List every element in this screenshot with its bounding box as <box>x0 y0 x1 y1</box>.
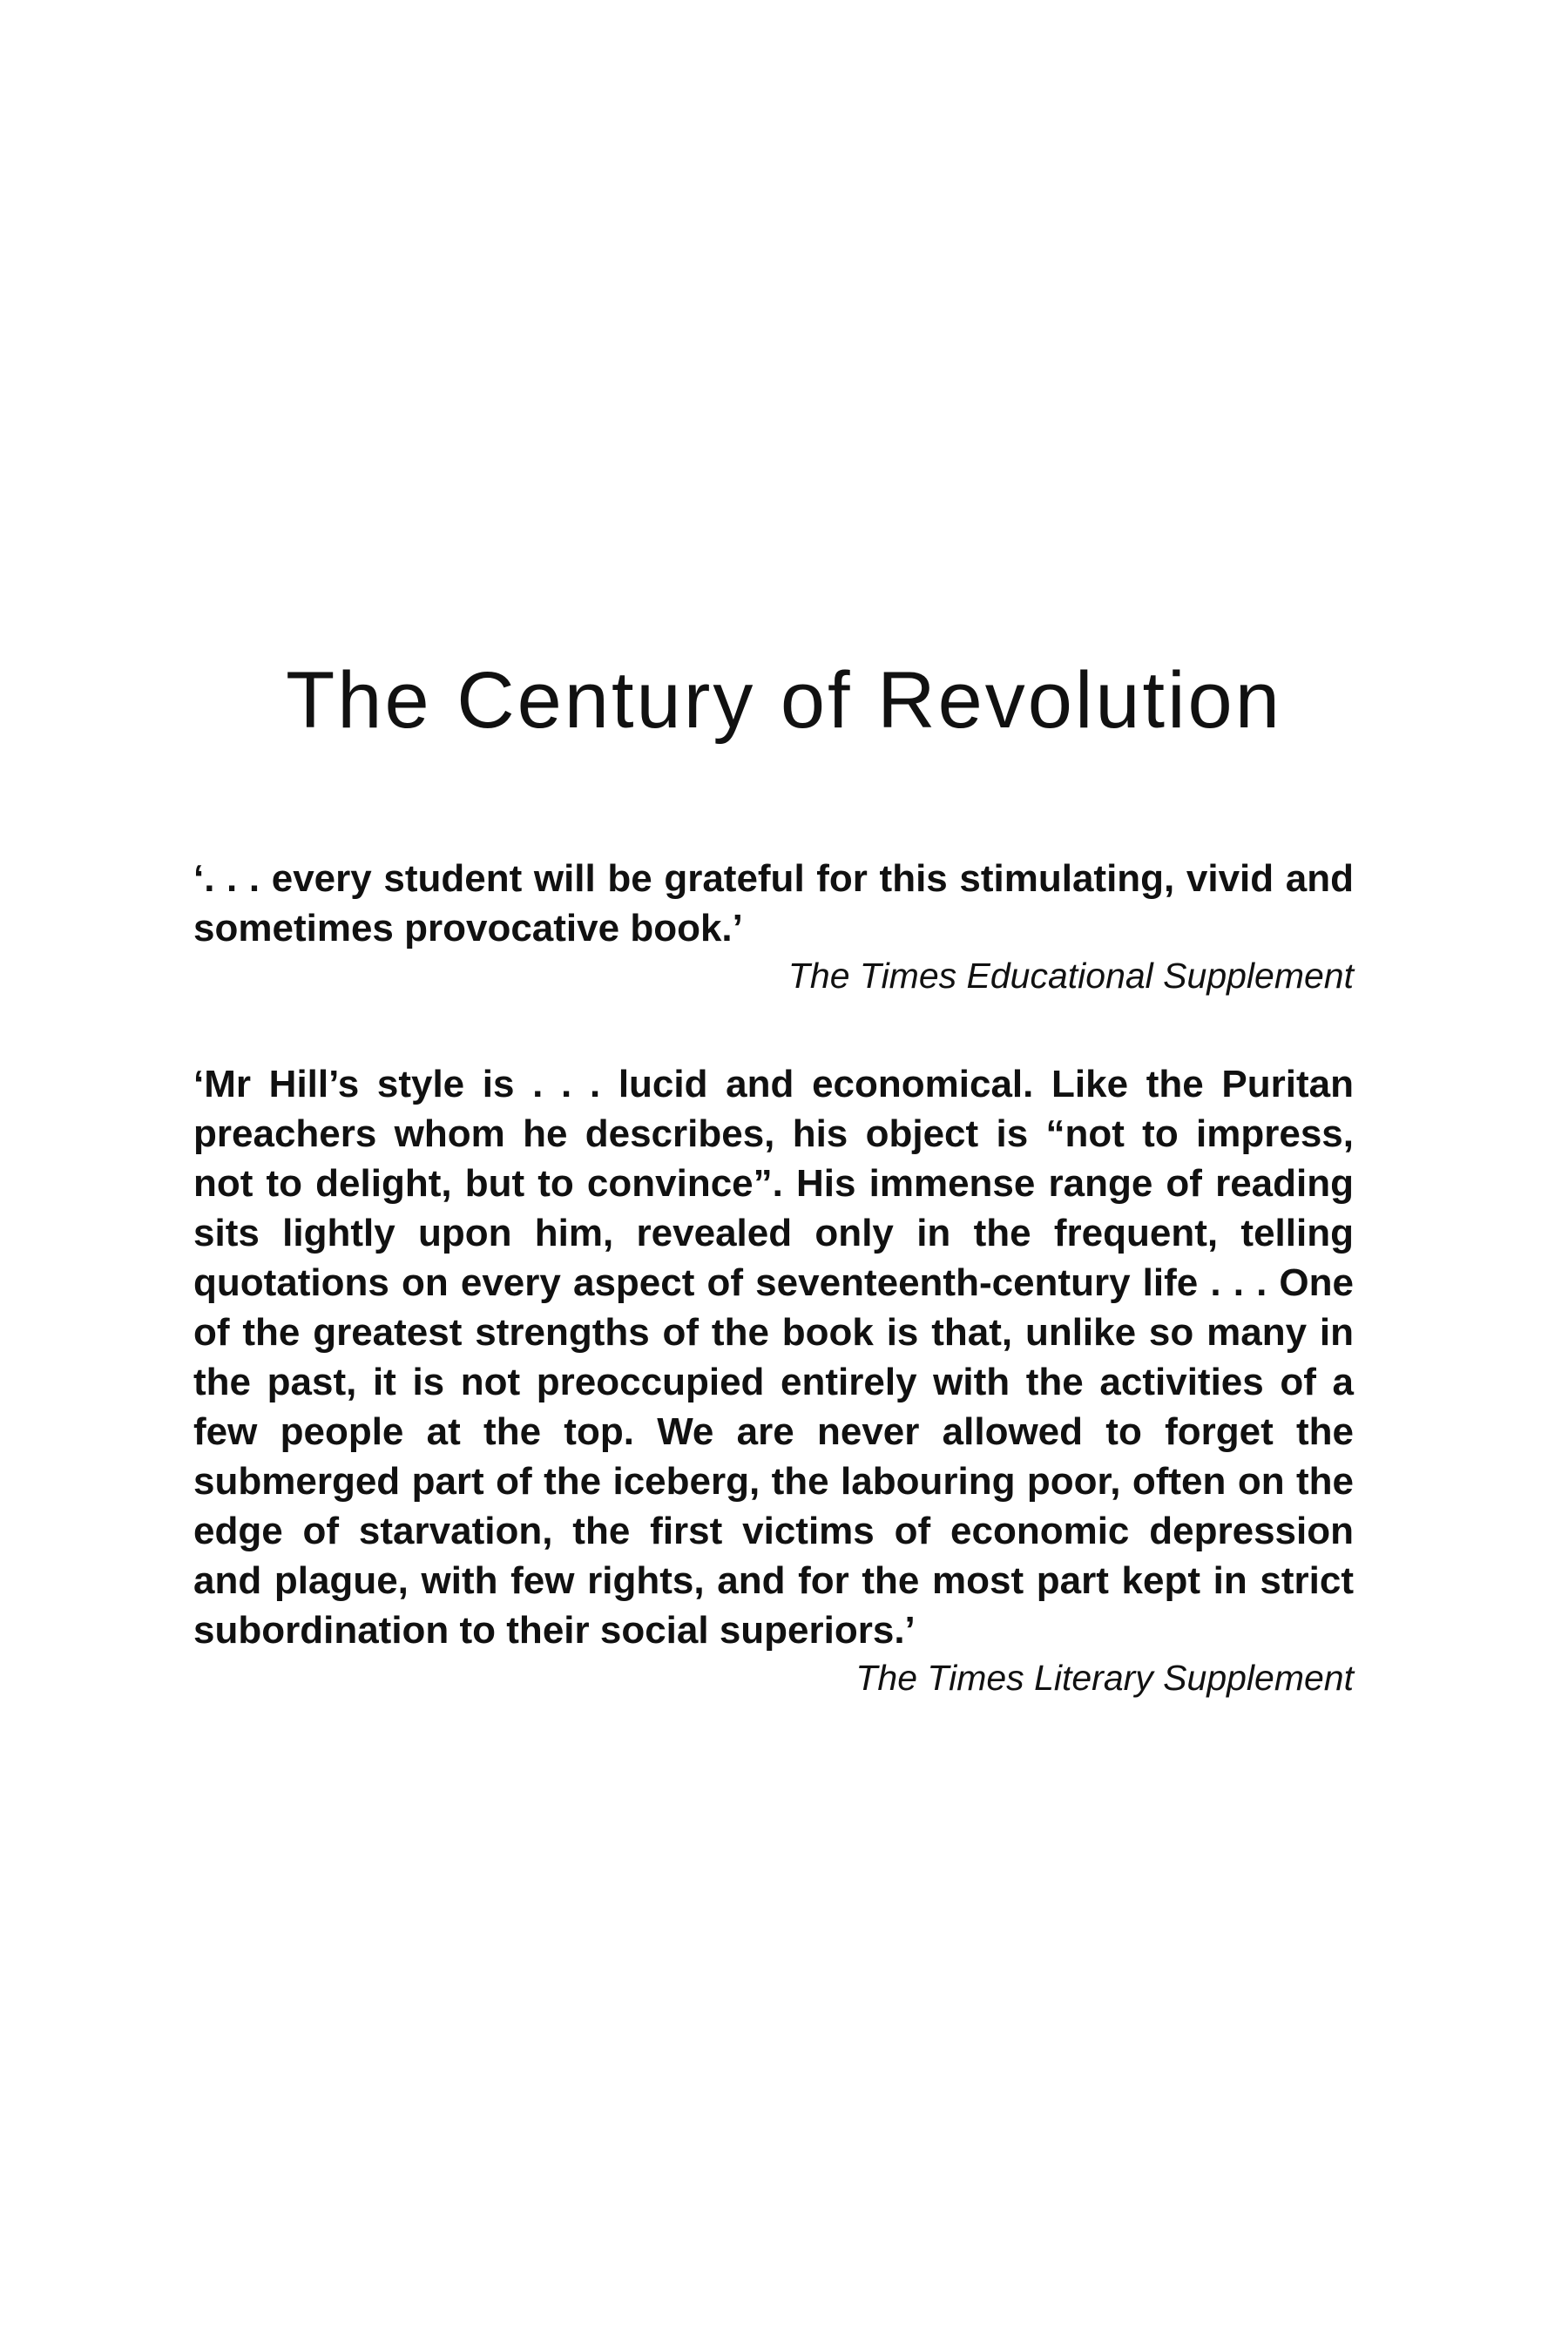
review-quote: ‘. . . every student will be grateful for this stimulating, vivid and sometimes provocative book.’ <box>193 857 1354 950</box>
review-source: The Times Literary Supplement <box>855 1658 1354 1698</box>
review-blurb <box>193 1059 1354 1700</box>
review-blurb <box>193 854 1354 998</box>
review-quote: ‘Mr Hill’s style is . . . lucid and economical. Like the Puritan preachers whom he describes, his object is “not to impress, not to delight, but to convince”. His immense range of reading sits lightly upon him, revealed only in the frequent, telling quotations on every aspect of seventeenth-century life . . . One of the greatest strengths of the book is that, unlike so many in the past, it is not preoccupied entirely with the activities of a few people at the top. We are never allowed to forget the submerged part of the iceberg, the labouring poor, often on the edge of starvation, the first victims of economic depression and plague, with few rights, and for the most part kept in strict subordination to their social superiors.’ <box>193 1063 1354 1652</box>
book-title: The Century of Revolution <box>286 656 1282 745</box>
review-source: The Times Educational Supplement <box>787 956 1354 996</box>
